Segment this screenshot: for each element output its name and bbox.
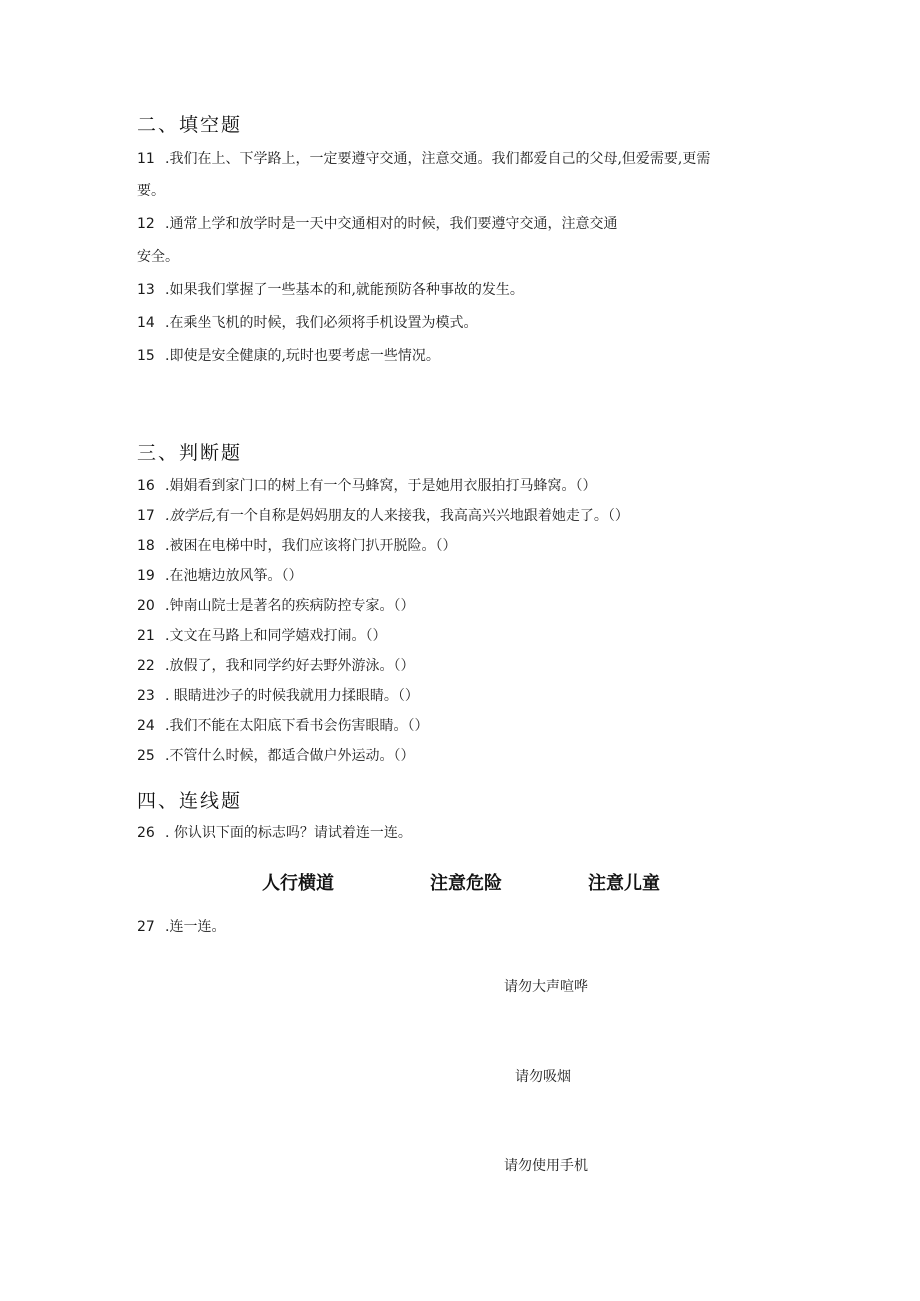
question-number: 15 bbox=[137, 348, 155, 364]
section-title-judge: 三、判断题 bbox=[137, 442, 243, 464]
question-number: 14 bbox=[137, 315, 155, 331]
question-text: .娟娟看到家门口的树上有一个马蜂窝，于是她用衣服拍打马蜂窝。（） bbox=[165, 478, 597, 494]
question-24 bbox=[137, 715, 428, 735]
question-15 bbox=[137, 345, 440, 365]
question-25 bbox=[137, 745, 414, 765]
question-number: 12 bbox=[137, 216, 155, 232]
question-text: .在池塘边放风筝。（） bbox=[165, 568, 303, 584]
question-11 bbox=[137, 148, 710, 168]
question-12-continued: 安全。 bbox=[137, 249, 179, 265]
question-19 bbox=[137, 565, 302, 585]
question-number: 22 bbox=[137, 658, 155, 674]
question-text: .钟南山院士是著名的疾病防控专家。（） bbox=[165, 598, 415, 614]
question-20 bbox=[137, 595, 414, 615]
question-number: 11 bbox=[137, 151, 155, 167]
question-number: 24 bbox=[137, 718, 155, 734]
option-no-phone: 请勿使用手机 bbox=[504, 1158, 588, 1174]
option-no-smoking: 请勿吸烟 bbox=[515, 1069, 571, 1085]
question-number: 19 bbox=[137, 568, 155, 584]
question-text: . 眼睛进沙子的时候我就用力揉眼睛。（） bbox=[165, 688, 419, 704]
question-number: 26 bbox=[137, 825, 155, 841]
question-text: .不管什么时候，都适合做户外运动。（） bbox=[165, 748, 415, 764]
question-text-italic: .放学后, bbox=[165, 508, 216, 524]
question-16 bbox=[137, 475, 596, 495]
question-27 bbox=[137, 916, 225, 936]
question-text: .在乘坐飞机的时候，我们必须将手机设置为模式。 bbox=[165, 315, 478, 331]
question-12 bbox=[137, 213, 617, 233]
question-text: .文文在马路上和同学嬉戏打闹。（） bbox=[165, 628, 387, 644]
question-text: . 你认识下面的标志吗？请试着连一连。 bbox=[165, 825, 412, 841]
question-number: 17 bbox=[137, 508, 155, 524]
section-title-fill: 二、填空题 bbox=[137, 114, 243, 136]
sign-label-danger: 注意危险 bbox=[430, 873, 502, 894]
question-number: 13 bbox=[137, 282, 155, 298]
question-text: .即使是安全健康的,玩时也要考虑一些情况。 bbox=[165, 348, 440, 364]
sign-label-children: 注意儿童 bbox=[588, 873, 660, 894]
question-21 bbox=[137, 625, 386, 645]
question-text: 有一个自称是妈妈朋友的人来接我，我高高兴兴地跟着她走了。（） bbox=[215, 508, 629, 524]
question-23 bbox=[137, 685, 419, 705]
question-text: .被困在电梯中时，我们应该将门扒开脱险。（） bbox=[165, 538, 457, 554]
question-18 bbox=[137, 535, 456, 555]
question-number: 20 bbox=[137, 598, 155, 614]
question-13 bbox=[137, 279, 524, 299]
question-11-continued: 要。 bbox=[137, 183, 165, 199]
question-number: 23 bbox=[137, 688, 155, 704]
question-number: 16 bbox=[137, 478, 155, 494]
question-text: .连一连。 bbox=[165, 919, 226, 935]
question-26 bbox=[137, 822, 412, 842]
question-number: 18 bbox=[137, 538, 155, 554]
section-title-match: 四、连线题 bbox=[137, 790, 243, 812]
question-number: 21 bbox=[137, 628, 155, 644]
question-number: 27 bbox=[137, 919, 155, 935]
option-no-loud-noise: 请勿大声喧哗 bbox=[504, 979, 588, 995]
question-14 bbox=[137, 312, 477, 332]
question-text: .我们不能在太阳底下看书会伤害眼睛。（） bbox=[165, 718, 429, 734]
question-text: .如果我们掌握了一些基本的和,就能预防各种事故的发生。 bbox=[165, 282, 524, 298]
question-22 bbox=[137, 655, 414, 675]
question-17 bbox=[137, 505, 629, 525]
question-text: .放假了，我和同学约好去野外游泳。（） bbox=[165, 658, 415, 674]
question-text: .通常上学和放学时是一天中交通相对的时候，我们要遵守交通，注意交通 bbox=[165, 216, 618, 232]
sign-label-crosswalk: 人行横道 bbox=[262, 873, 334, 894]
question-text: .我们在上、下学路上，一定要遵守交通，注意交通。我们都爱自己的父母,但爱需要,更需 bbox=[165, 151, 711, 167]
question-number: 25 bbox=[137, 748, 155, 764]
